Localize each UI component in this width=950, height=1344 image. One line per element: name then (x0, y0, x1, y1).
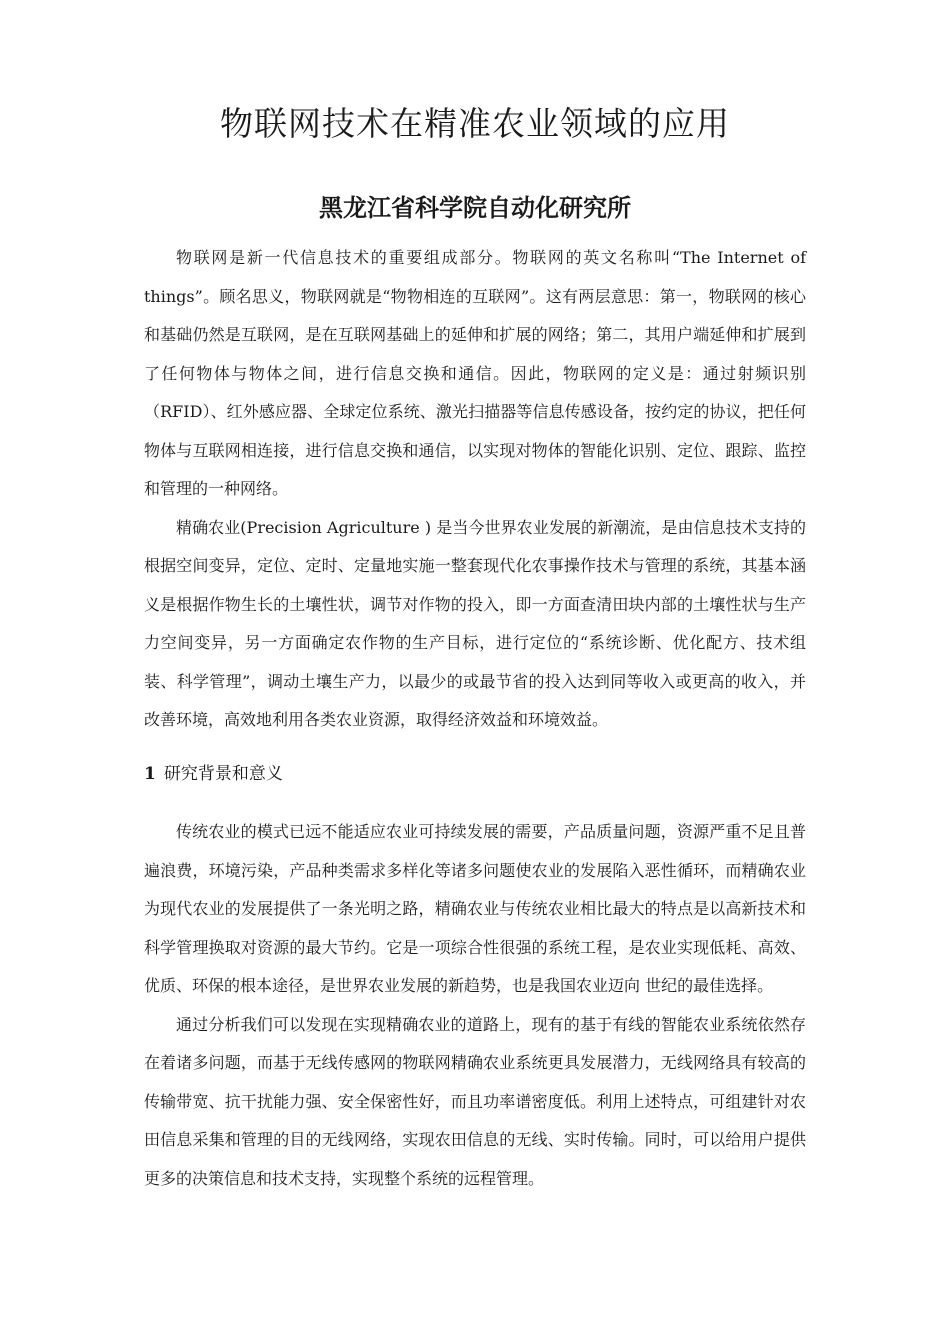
intro-paragraph: 精确农业(Precision Agriculture ) 是当今世界农业发展的新潮流，是由信息技术支持的根据空间变异，定位、定时、定量地实施一整套现代化农事操作技术与管理的系统，其基本涵义是根据作物生长的土壤性状，调节对作物的投入，即一方面查清田块内部的土壤性状与生产力空间变异，另一方面确定农作物的生产目标，进行定位的“系统诊断、优化配方、技术组装、科学管理”，调动土壤生产力，以最少的或最节省的投入达到同等收入或更高的收入，并改善环境，高效地利用各类农业资源，取得经济效益和环境效益。 (144, 517, 806, 729)
document-title: 物联网技术在精准农业领域的应用 (220, 104, 730, 143)
intro-paragraph: 物联网是新一代信息技术的重要组成部分。物联网的英文名称叫“The Internet of things”。顾名思义，物联网就是“物物相连的互联网”。这有两层意思：第一，物联网的核心和基础仍然是互联网，是在互联网基础上的延伸和扩展的网络；第二，其用户端延伸和扩展到了任何物体与物体之间，进行信息交换和通信。因此，物联网的定义是：通过射频识别（RFID）、红外感应器、全球定位系统、激光扫描器等信息传感设备，按约定的协议，把任何物体与互联网相连接，进行信息交换和通信，以实现对物体的智能化识别、定位、跟踪、监控和管理的一种网络。 (144, 248, 806, 498)
section-heading (144, 758, 283, 790)
section-paragraph: 通过分析我们可以发现在实现精确农业的道路上，现有的基于有线的智能农业系统依然存在着诸多问题，而基于无线传感网的物联网精确农业系统更具发展潜力，无线网络具有较高的传输带宽、抗干扰能力强、安全保密性好，而且功率谱密度低。利用上述特点，可组建针对农田信息采集和管理的目的无线网络，实现农田信息的无线、实时传输。同时，可以给用户提供更多的决策信息和技术支持，实现整个系统的远程管理。 (144, 1014, 806, 1188)
document-author: 黑龙江省科学院自动化研究所 (319, 193, 631, 222)
section-number: 1 (144, 764, 156, 784)
section-title: 研究背景和意义 (163, 764, 283, 784)
intro-section (144, 239, 806, 740)
section-body (144, 813, 806, 1198)
section-paragraph: 传统农业的模式已远不能适应农业可持续发展的需要，产品质量问题，资源严重不足且普遍浪费，环境污染，产品种类需求多样化等诸多问题使农业的发展陷入恶性循环，而精确农业为现代农业的发展提供了一条光明之路，精确农业与传统农业相比最大的特点是以高新技术和科学管理换取对资源的最大节约。它是一项综合性很强的系统工程，是农业实现低耗、高效、优质、环保的根本途径，是世界农业发展的新趋势，也是我国农业迈向 世纪的最佳选择。 (144, 822, 806, 995)
